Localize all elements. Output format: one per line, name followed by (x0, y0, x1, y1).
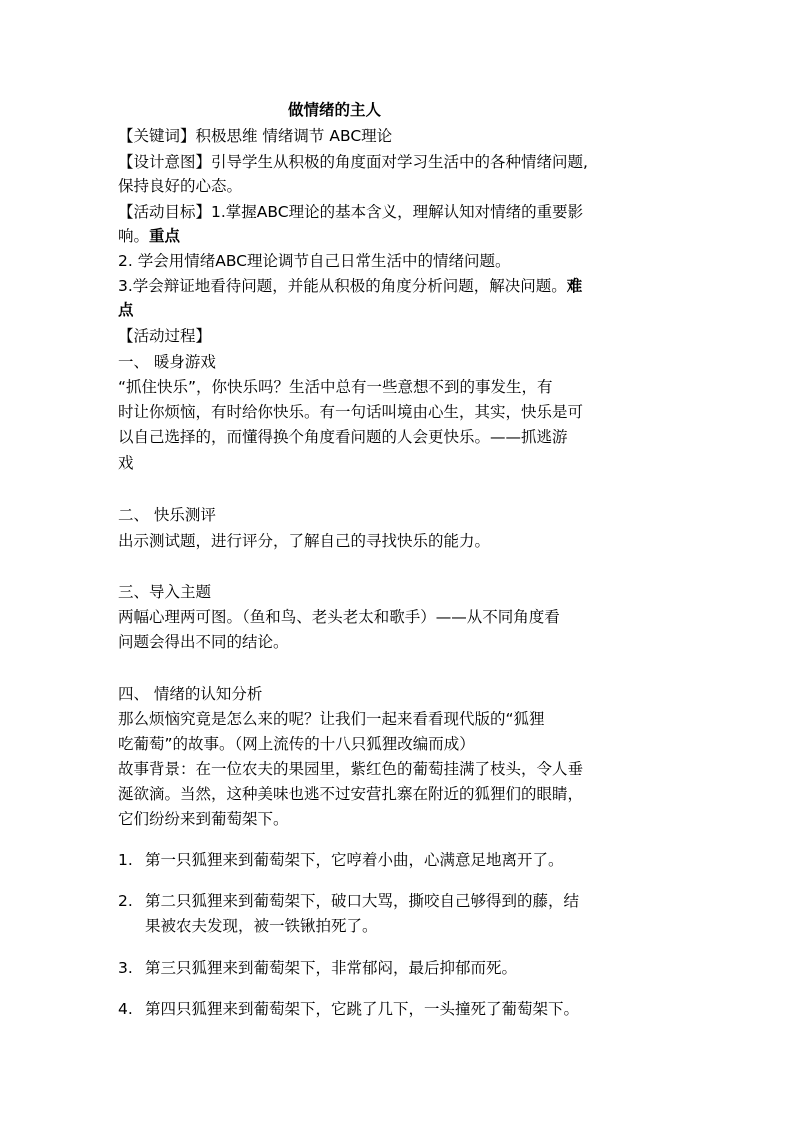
key-point-label: 重点 (149, 227, 181, 245)
list-item-text: 第四只狐狸来到葡萄架下，它跳了几下，一头撞死了葡萄架下。 (145, 1000, 580, 1018)
keywords-line: 【关键词】积极思维 情绪调节 ABC理论 (118, 127, 393, 145)
goal-1-line-2 (118, 226, 180, 246)
goal-3-text: 3.学会辩证地看待问题，并能从积极的角度分析问题，解决问题。 (118, 277, 567, 295)
goal-1-line-1: 【活动目标】1.掌握ABC理论的基本含义，理解认知对情绪的重要影 (118, 203, 584, 221)
section-1-para-line-2: 时让你烦恼，有时给你快乐。有一句话叫境由心生，其实，快乐是可 (118, 403, 584, 421)
list-item-number: 1. (118, 851, 133, 869)
list-item-text-continued: 果被农夫发现，被一铁锹拍死了。 (145, 917, 378, 935)
section-2-heading: 二、 快乐测评 (118, 506, 216, 524)
page-title: 做情绪的主人 (288, 101, 382, 119)
goal-1-text: 响。 (118, 227, 150, 245)
difficult-point-label-2: 点 (118, 301, 134, 319)
section-1-para-line-3: 以自己选择的，而懂得换个角度看问题的人会更快乐。——抓逃游 (118, 428, 568, 446)
section-1-para-line-4: 戏 (118, 454, 134, 472)
process-header: 【活动过程】 (118, 327, 212, 345)
list-item-text: 第一只狐狸来到葡萄架下，它哼着小曲，心满意足地离开了。 (145, 851, 564, 869)
design-intent-line-2: 保持良好的心态。 (118, 177, 243, 195)
section-3-para-line-1: 两幅心理两可图。（鱼和鸟、老头老太和歌手）——从不同角度看 (118, 608, 560, 626)
list-item-number: 3. (118, 959, 133, 977)
design-intent-line-1: 【设计意图】引导学生从积极的角度面对学习生活中的各种情绪问题, (118, 153, 588, 171)
list-item-text: 第二只狐狸来到葡萄架下，破口大骂，撕咬自己够得到的藤，结 (145, 892, 580, 910)
section-1-para-line-1: “抓住快乐”，你快乐吗？生活中总有一些意想不到的事发生，有 (118, 378, 553, 396)
section-4-para-line-2: 吃葡萄”的故事。（网上流传的十八只狐狸改编而成） (118, 735, 475, 753)
story-background-line-3: 它们纷纷来到葡萄架下。 (118, 810, 289, 828)
list-item-number: 4. (118, 1000, 133, 1018)
goal-3-line-1 (118, 276, 582, 296)
story-background-line-1: 故事背景：在一位农夫的果园里，紫红色的葡萄挂满了枝头，令人垂 (118, 760, 584, 778)
story-background-line-2: 涎欲滴。当然，这种美味也逃不过安营扎寨在附近的狐狸们的眼睛， (118, 785, 584, 803)
goal-2-line: 2. 学会用情绪ABC理论调节自己日常生活中的情绪问题。 (118, 252, 511, 270)
list-item-text: 第三只狐狸来到葡萄架下，非常郁闷，最后抑郁而死。 (145, 959, 518, 977)
difficult-point-label-1: 难 (566, 277, 583, 295)
section-4-heading: 四、 情绪的认知分析 (118, 685, 263, 703)
section-4-para-line-1: 那么烦恼究竟是怎么来的呢？让我们一起来看看现代版的“狐狸 (118, 710, 545, 728)
section-2-para-line-1: 出示测试题，进行评分，了解自己的寻找快乐的能力。 (118, 532, 491, 550)
section-1-heading: 一、 暖身游戏 (118, 353, 216, 371)
list-item-number: 2. (118, 892, 133, 910)
section-3-para-line-2: 问题会得出不同的结论。 (118, 633, 289, 651)
section-3-heading: 三、导入主题 (118, 583, 212, 601)
